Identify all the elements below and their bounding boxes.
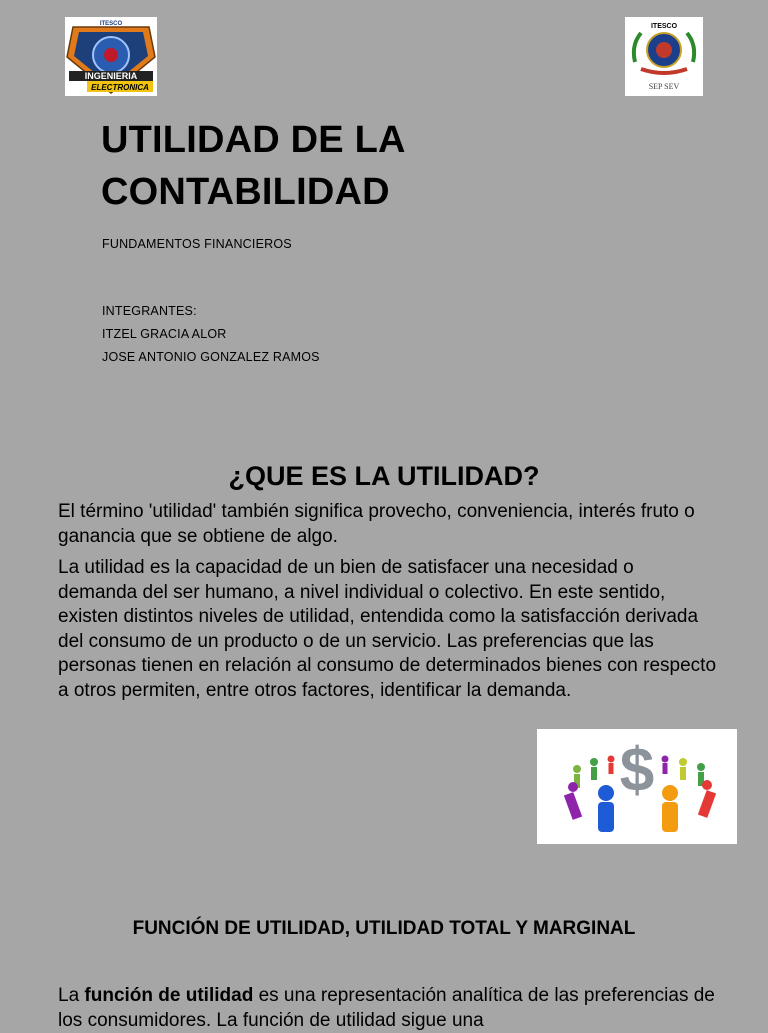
paragraph-definition: El término 'utilidad' también significa provecho, conveniencia, interés fruto o ganancia que se obtiene de algo. <box>58 501 695 547</box>
svg-text:$: $ <box>619 736 655 805</box>
document-title <box>101 114 661 218</box>
svg-text:ITESCO: ITESCO <box>650 23 678 30</box>
members-label: INTEGRANTES: <box>102 304 197 318</box>
ingenieria-electronica-logo <box>65 17 157 96</box>
para-rest: es una representación analítica de las preferencias de los consumidores. La función de utilidad sigue una <box>58 985 715 1031</box>
para-bold-term: función de utilidad <box>84 985 254 1006</box>
section-heading-funcion: FUNCIÓN DE UTILIDAD, UTILIDAD TOTAL Y MARGINAL <box>132 918 636 939</box>
svg-text:ITESCO: ITESCO <box>99 21 123 27</box>
section-heading-utilidad: ¿QUE ES LA UTILIDAD? <box>228 461 540 491</box>
subject-label: FUNDAMENTOS FINANCIEROS <box>102 237 292 251</box>
paragraph-explanation: La utilidad es la capacidad de un bien de satisfacer una necesidad o demanda del ser humano, a nivel individual o colectivo. En este sentido, existen distintos niveles de utilidad, entendida como la satisfacción derivada del consumo de un producto o de un servicio. Las preferencias que las personas tienen en relación al consumo de determinados bienes con respecto a otros permiten, entre otros factores, identificar la demanda. <box>58 557 717 701</box>
svg-text:ELECTRONICA: ELECTRONICA <box>91 83 149 92</box>
svg-text:INGENIERIA: INGENIERIA <box>84 71 138 81</box>
para-prefix: La <box>58 985 85 1006</box>
people-dollar-illustration <box>537 729 737 844</box>
svg-text:SEP SEV: SEP SEV <box>648 82 680 91</box>
member-name-2: JOSE ANTONIO GONZALEZ RAMOS <box>102 350 320 364</box>
paragraph-funcion-utilidad <box>58 984 718 1033</box>
member-name-1: ITZEL GRACIA ALOR <box>102 327 227 341</box>
title-line-2: CONTABILIDAD <box>101 171 390 213</box>
itesco-seal-logo <box>625 17 703 96</box>
title-line-1: UTILIDAD DE LA <box>101 119 406 161</box>
